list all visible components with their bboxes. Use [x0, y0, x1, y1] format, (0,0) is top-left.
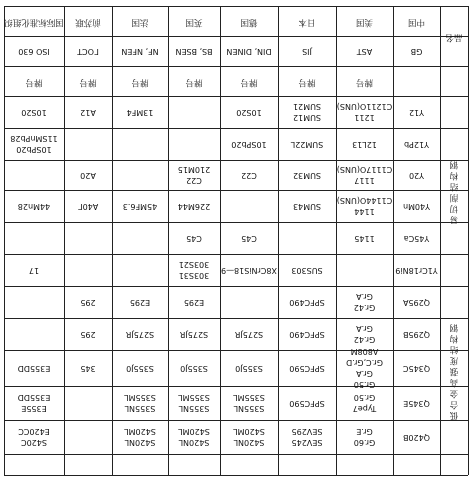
grid-line [4, 36, 468, 37]
table-cell: S420NL S420ML [233, 427, 265, 447]
table-cell: Q345C [402, 363, 431, 373]
grid-line [4, 190, 468, 191]
table-cell: 10SPb20 [231, 139, 267, 149]
table-cell: 45MF6.3 [122, 201, 158, 211]
table-cell: E295 [183, 297, 205, 307]
table-cell: 1145 [354, 233, 375, 243]
table-cell: Y40Mn [402, 201, 431, 211]
table-cell: S355J0 [180, 363, 208, 373]
header-country: 国际标准化组织 [4, 16, 64, 27]
header-grade: 牌号 [185, 76, 203, 87]
table-cell: S420NL S420ML [178, 427, 210, 447]
header-standard: DIN, DINEN [226, 46, 272, 56]
header-standard: BS, BSEN [175, 46, 213, 56]
table-cell: S420C E420CC [18, 427, 50, 447]
grid-line [4, 222, 468, 223]
grid-line [4, 96, 468, 97]
header-grade: 牌号 [356, 76, 374, 87]
table-cell: Gr.42 Gr.A [353, 292, 376, 312]
table-cell: E355E E355DD [17, 393, 51, 413]
table-cell: SUM12 SUM21 [293, 102, 322, 122]
grid-line [4, 128, 468, 129]
header-country: 法国 [131, 16, 149, 27]
grid-line [4, 160, 468, 161]
header-grade: 牌号 [298, 76, 316, 87]
header-country: 前苏联 [75, 16, 101, 27]
table-cell: SPFC590 [289, 398, 325, 408]
table-cell: 17 [28, 265, 40, 275]
header-standard: NF, NFEN [121, 46, 159, 56]
header-standard: AST [356, 46, 373, 56]
header-country: 英国 [185, 16, 203, 27]
table-cell: E295 [129, 297, 151, 307]
table-cell: X8CrNiS18—9 [221, 265, 277, 275]
group-label-free-cutting: 易 切 削 结 构 钢 [449, 159, 459, 224]
grid-line [4, 386, 468, 387]
table-cell: 295 [80, 329, 96, 339]
table-cell: C45 [241, 233, 257, 243]
grid-line [4, 454, 468, 455]
header-standard: JIS [302, 46, 312, 56]
table-cell: SEV245 SEV295 [291, 427, 323, 447]
header-product: 品名 [445, 31, 463, 42]
table-cell: SUM32 [293, 170, 322, 180]
table-cell: 303S31 303S21 [178, 260, 210, 280]
table-cell: 226M44 [177, 201, 211, 211]
table-cell: S420NL S420ML [124, 427, 156, 447]
table-cell: 345 [80, 363, 96, 373]
table-cell: Gr.42 Gr.A [353, 324, 376, 344]
table-cell: 13MF4 [126, 107, 154, 117]
table-cell: S355NL S355ML [124, 393, 156, 413]
header-grade: 牌号 [25, 76, 43, 87]
table-cell: S275JR [234, 329, 264, 339]
table-cell: Q420B [402, 432, 431, 442]
table-cell: SPFC590 [289, 363, 325, 373]
grid-line [4, 6, 468, 7]
table-cell: 10SPb20 11SMnPb28 [10, 134, 58, 154]
grid-line [4, 475, 468, 476]
header-country: 日本 [298, 16, 316, 27]
table-cell: Type7 Gr.50 [352, 393, 377, 413]
grid-line [4, 286, 468, 287]
table-cell: S355J0 [126, 363, 154, 373]
table-cell: 295 [80, 297, 96, 307]
table-cell: 1211 C1211O(UNS) [336, 102, 393, 122]
table-cell: Y12 [408, 107, 425, 117]
table-cell: Q295A [402, 297, 431, 307]
table-cell: Y20 [408, 170, 425, 180]
table-cell: Y1Cr18Ni9 [395, 265, 438, 275]
header-grade: 牌号 [79, 76, 97, 87]
table-cell: 1144 C1144O(UNS) [336, 196, 393, 216]
table-cell: S275JR [125, 329, 155, 339]
header-grade: 牌号 [131, 76, 149, 87]
table-cell: SUS303 [291, 265, 323, 275]
table-cell: A20 [80, 170, 96, 180]
header-standard: ГОСТ [77, 46, 99, 56]
table-cell: 12L13 [352, 139, 377, 149]
table-cell: Gr.50 Gr.A Gr.C,Gr.D A808M [346, 347, 383, 389]
table-cell: S355NL S355ML [178, 393, 210, 413]
grid-line [4, 420, 468, 421]
header-grade: 牌号 [240, 76, 258, 87]
grid-line [468, 6, 469, 475]
grid-line [4, 66, 468, 67]
table-cell: 10S20 [236, 107, 262, 117]
table-cell: C22 [241, 170, 257, 180]
table-cell: A40Г [77, 201, 99, 211]
header-country: 美国 [356, 16, 374, 27]
table-cell: 44Mn28 [17, 201, 51, 211]
table-cell: SUM22L [290, 139, 324, 149]
table-cell: C22 210M15 [177, 165, 211, 185]
group-label-alloy: 低 合 金 高 强 度 结 构 钢 [449, 321, 459, 420]
table-cell: E355DD [17, 363, 51, 373]
grid-line [4, 254, 468, 255]
table-cell: S355J0 [235, 363, 263, 373]
table-cell: Q295B [402, 329, 431, 339]
grid-line [4, 318, 468, 319]
table-cell: Gr.60 Gr.E [353, 427, 376, 447]
table-cell: SPFC490 [289, 329, 325, 339]
table-cell: SPFC490 [289, 297, 325, 307]
table-cell: S275JR [179, 329, 209, 339]
header-standard: ISO 630 [18, 46, 50, 56]
table-cell: SUM43 [293, 201, 322, 211]
grid-line [4, 350, 468, 351]
table-cell: A12 [80, 107, 96, 117]
table-cell: C45 [186, 233, 202, 243]
header-country: 德国 [240, 16, 258, 27]
header-standard: GB [410, 46, 423, 56]
table-cell: Y45Ca [403, 233, 430, 243]
table-cell: 1117 C1117O(UNS) [336, 165, 393, 185]
table-cell: S355NL S355ML [233, 393, 265, 413]
table-cell: Q345E [403, 398, 430, 408]
table-cell: Y12Pb [404, 139, 429, 149]
table-cell: 10S20 [21, 107, 47, 117]
header-country: 中国 [408, 16, 426, 27]
